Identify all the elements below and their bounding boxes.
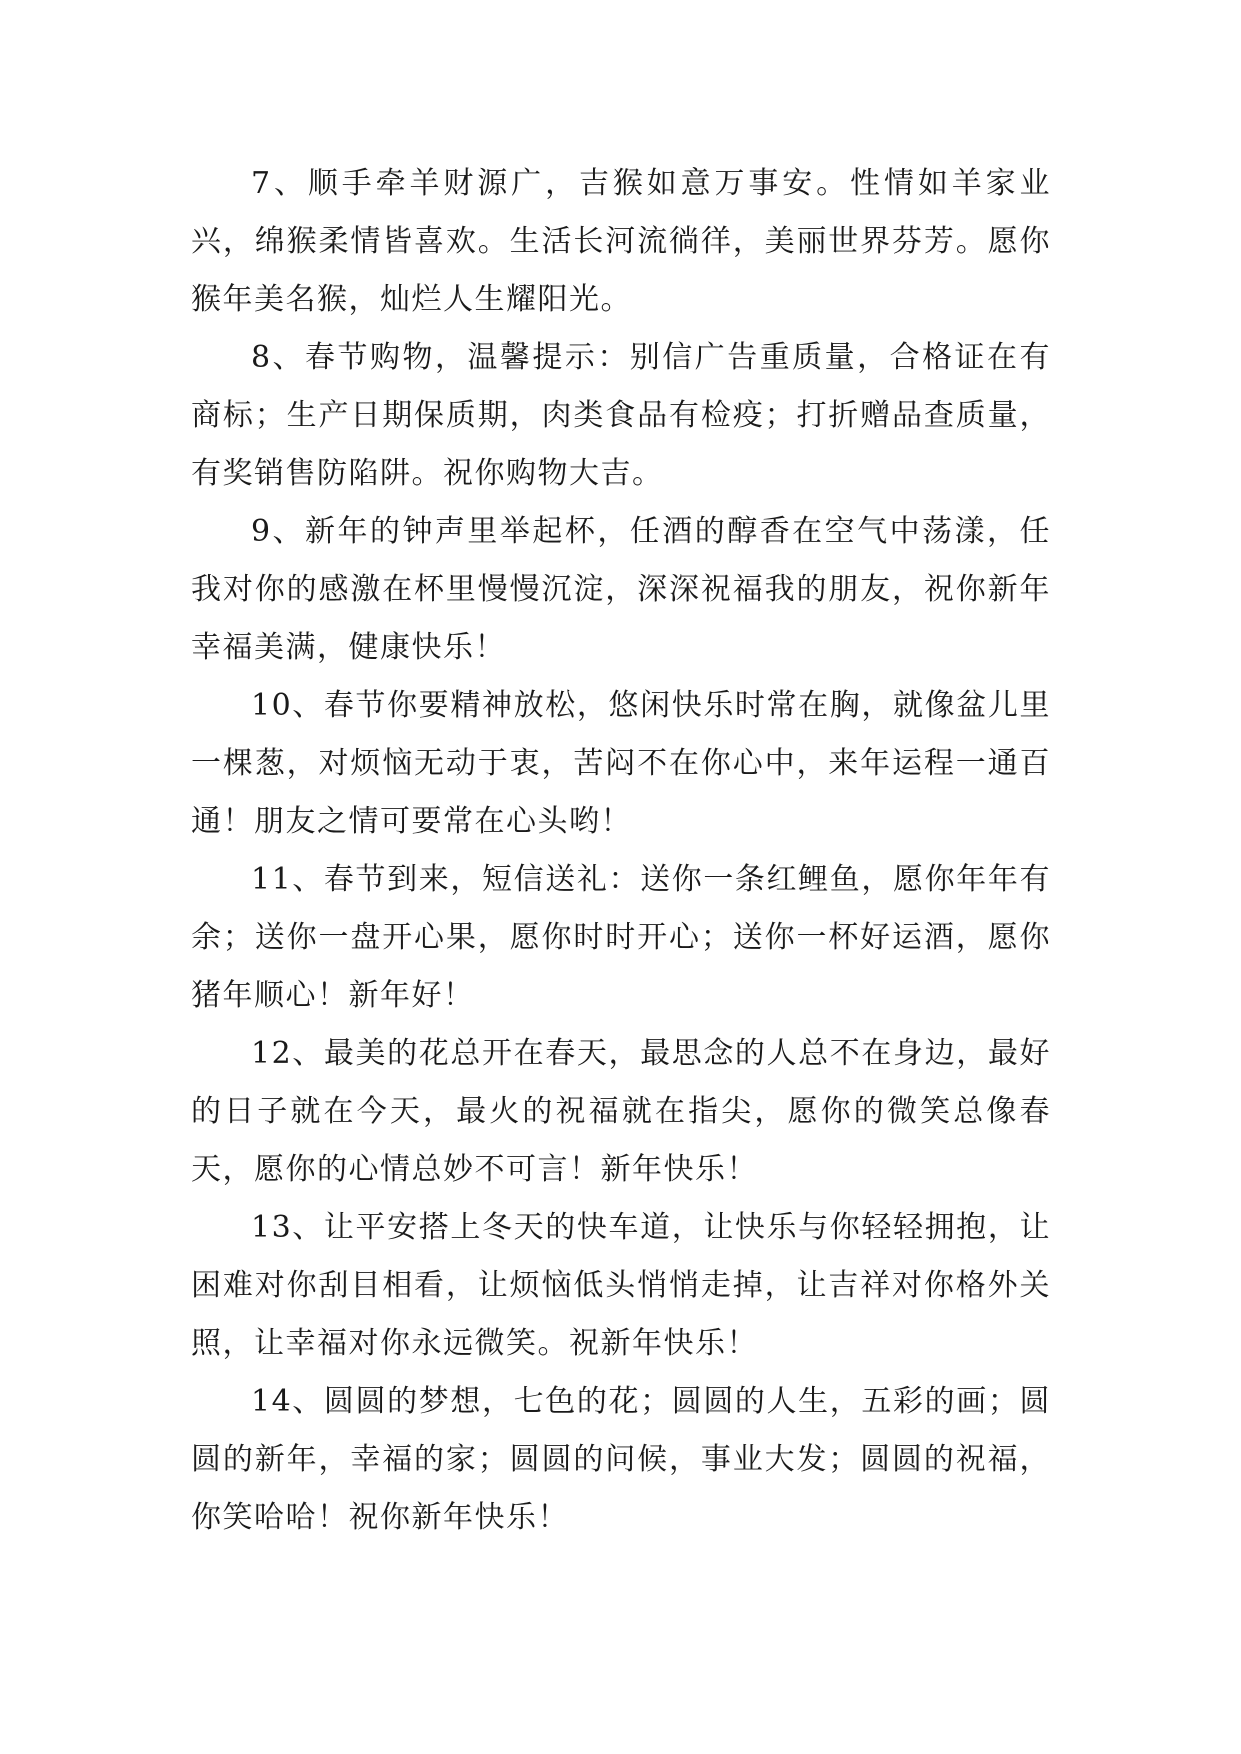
paragraph-10: 10、春节你要精神放松，悠闲快乐时常在胸，就像盆儿里一棵葱，对烦恼无动于衷，苦闷不在你心中，来年运程一通百通！朋友之情可要常在心头哟！ — [191, 688, 1051, 839]
paragraph-7: 7、顺手牵羊财源广，吉猴如意万事安。性情如羊家业兴，绵猴柔情皆喜欢。生活长河流徜徉，美丽世界芬芳。愿你猴年美名猴，灿烂人生耀阳光。 — [191, 166, 1051, 317]
paragraph-14: 14、圆圆的梦想，七色的花；圆圆的人生，五彩的画；圆圆的新年，幸福的家；圆圆的问候，事业大发；圆圆的祝福，你笑哈哈！祝你新年快乐！ — [191, 1384, 1051, 1535]
paragraph-13: 13、让平安搭上冬天的快车道，让快乐与你轻轻拥抱，让困难对你刮目相看，让烦恼低头悄悄走掉，让吉祥对你格外关照，让幸福对你永远微笑。祝新年快乐！ — [191, 1210, 1051, 1361]
paragraph-11: 11、春节到来，短信送礼：送你一条红鲤鱼，愿你年年有余；送你一盘开心果，愿你时时开心；送你一杯好运酒，愿你猪年顺心！新年好！ — [191, 862, 1051, 1013]
paragraph-12: 12、最美的花总开在春天，最思念的人总不在身边，最好的日子就在今天，最火的祝福就在指尖，愿你的微笑总像春天，愿你的心情总妙不可言！新年快乐！ — [191, 1036, 1051, 1187]
paragraph-9: 9、新年的钟声里举起杯，任酒的醇香在空气中荡漾，任我对你的感激在杯里慢慢沉淀，深深祝福我的朋友，祝你新年幸福美满，健康快乐！ — [191, 514, 1051, 665]
document-body — [191, 155, 1051, 1547]
paragraph-8: 8、春节购物，温馨提示：别信广告重质量，合格证在有商标；生产日期保质期，肉类食品有检疫；打折赠品查质量，有奖销售防陷阱。祝你购物大吉。 — [191, 340, 1051, 491]
